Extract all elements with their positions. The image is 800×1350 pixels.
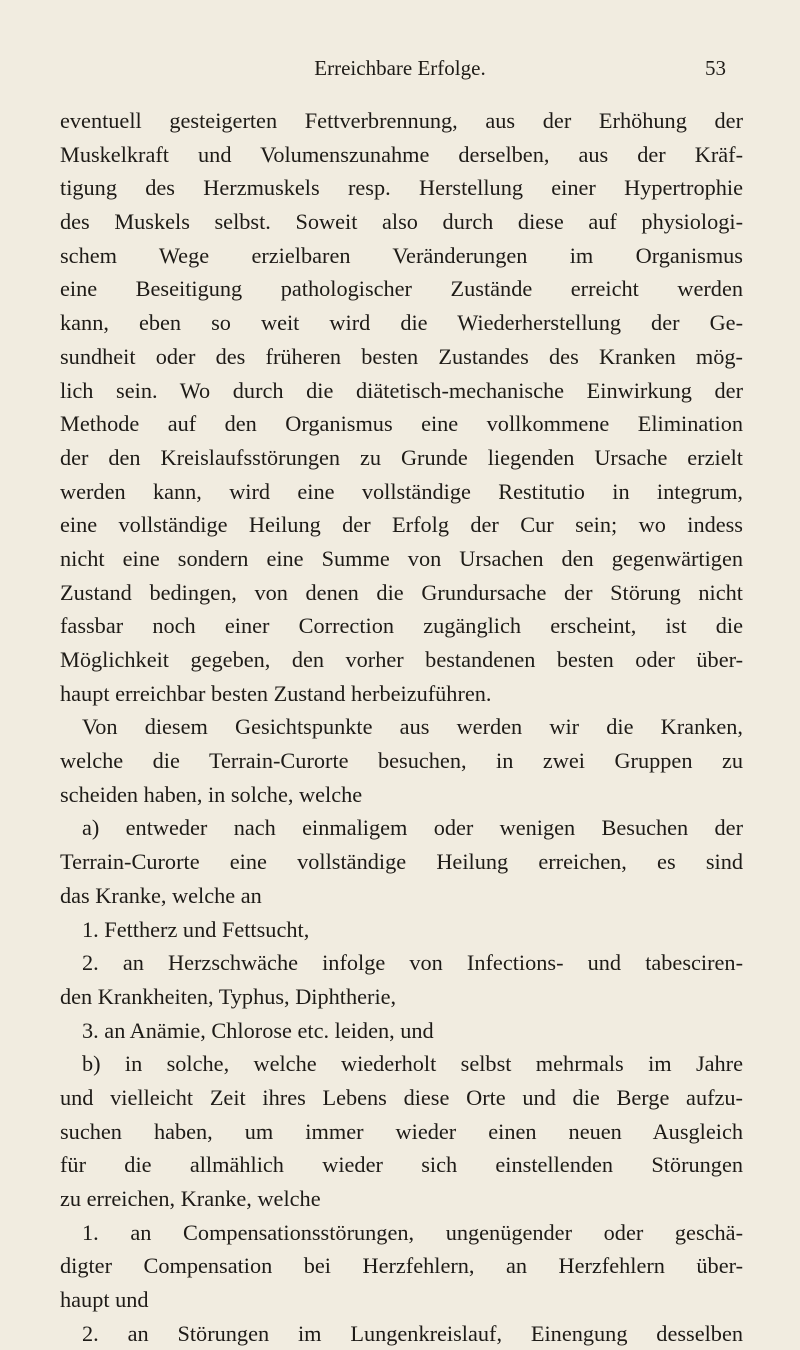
text-line: digter Compensation bei Herzfehlern, an Herzfehlern über- — [60, 1253, 743, 1279]
text-line: für die allmählich wieder sich einstellenden Störungen — [60, 1152, 743, 1178]
list-item: 2. an Störungen im Lungenkreislauf, Einengung desselben — [82, 1320, 743, 1346]
text-line: a) entweder nach einmaligem oder wenigen Besuchen der — [82, 815, 743, 841]
text-line: Terrain-Curorte eine vollständige Heilung erreichen, es sind — [60, 849, 743, 875]
text-line: zu erreichen, Kranke, welche — [60, 1186, 321, 1211]
text-line: der den Kreislaufsstörungen zu Grunde liegenden Ursache erzielt — [60, 444, 743, 470]
text-line: tigung des Herzmuskels resp. Herstellung einer Hypertrophie — [60, 175, 743, 201]
text-line: suchen haben, um immer wieder einen neuen Ausgleich — [60, 1118, 743, 1144]
text-line: kann, eben so weit wird die Wiederherstellung der Ge- — [60, 310, 743, 336]
text-line: das Kranke, welche an — [60, 882, 262, 908]
text-line: haupt erreichbar besten Zustand herbeizuführen. — [60, 680, 492, 706]
running-header — [0, 56, 800, 86]
text-line: welche die Terrain-Curorte besuchen, in zwei Gruppen zu — [60, 748, 743, 774]
text-line: werden kann, wird eine vollständige Restitutio in integrum, — [60, 478, 743, 504]
text-line: eine vollständige Heilung der Erfolg der Cur sein; wo indess — [60, 512, 743, 538]
text-line: nicht eine sondern eine Summe von Ursachen den gegenwärtigen — [60, 545, 743, 571]
text-line: schem Wege erzielbaren Veränderungen im Organismus — [60, 242, 743, 268]
text-line: sundheit oder des früheren besten Zustandes des Kranken mög- — [60, 343, 743, 369]
text-line: den Krankheiten, Typhus, Diphtherie, — [60, 983, 397, 1009]
page-number: 53 — [705, 56, 726, 80]
text-line: scheiden haben, in solche, welche — [60, 781, 363, 807]
text-line: eventuell gesteigerten Fettverbrennung, aus der Erhöhung der — [60, 108, 743, 133]
list-item: 1. an Compensationsstörungen, ungenügender oder geschä- — [82, 1219, 743, 1245]
text-line: Möglichkeit gegeben, den vorher bestandenen besten oder über- — [60, 647, 743, 672]
text-line: Zustand bedingen, von denen die Grundursache der Störung nicht — [60, 579, 743, 605]
text-line: und vielleicht Zeit ihres Lebens diese Orte und die Berge aufzu- — [60, 1084, 743, 1110]
text-line: eine Beseitigung pathologischer Zustände erreicht werden — [60, 276, 743, 302]
text-line: Methode auf den Organismus eine vollkommene Elimination — [60, 411, 743, 437]
list-item: 1. Fettherz und Fettsucht, — [82, 916, 310, 942]
text-line: haupt und — [60, 1287, 149, 1313]
list-item: 2. an Herzschwäche infolge von Infections- und tabesciren- — [82, 950, 743, 976]
running-title: Erreichbare Erfolge. — [314, 56, 486, 80]
list-item: 3. an Anämie, Chlorose etc. leiden, und — [82, 1017, 434, 1043]
text-line: lich sein. Wo durch die diätetisch-mechanische Einwirkung der — [60, 377, 743, 403]
text-line: Muskelkraft und Volumenszunahme derselben, aus der Kräf- — [60, 141, 743, 167]
body-text — [60, 104, 743, 1350]
text-line: des Muskels selbst. Soweit also durch diese auf physiologi- — [60, 209, 743, 235]
text-line: Von diesem Gesichtspunkte aus werden wir die Kranken, — [82, 714, 743, 740]
text-line: b) in solche, welche wiederholt selbst mehrmals im Jahre — [82, 1051, 743, 1077]
text-line: fassbar noch einer Correction zugänglich erscheint, ist die — [60, 613, 743, 639]
